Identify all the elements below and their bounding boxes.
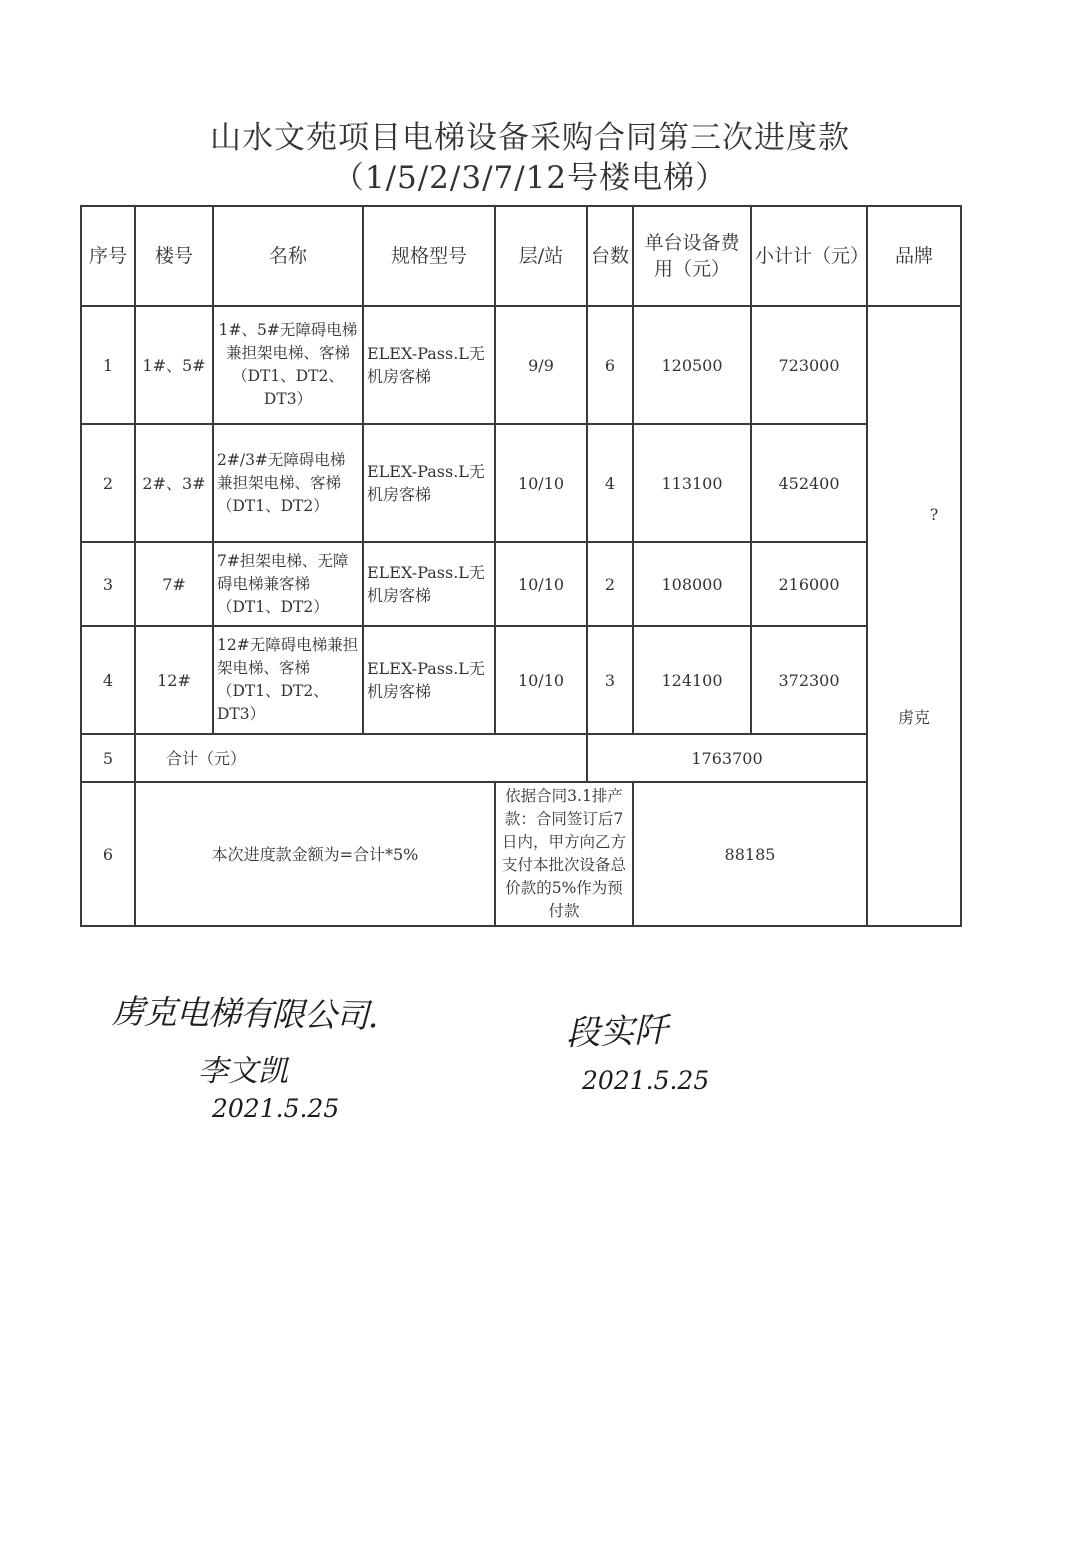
brand-mark: ?	[929, 505, 939, 524]
quantity: 3	[587, 626, 633, 734]
elevator-name: 1#、5#无障碍电梯兼担架电梯、客梯（DT1、DT2、DT3）	[213, 306, 363, 424]
model-spec: ELEX-Pass.L无机房客梯	[363, 626, 495, 734]
unit-price: 108000	[633, 542, 751, 626]
header-cell: 小计计（元）	[751, 206, 867, 306]
progress-payment-row	[81, 782, 961, 926]
header-cell: 层/站	[495, 206, 587, 306]
unit-price: 124100	[633, 626, 751, 734]
building-number: 12#	[135, 626, 213, 734]
floors-stops: 10/10	[495, 424, 587, 542]
table-row	[81, 306, 961, 424]
building-number: 7#	[135, 542, 213, 626]
floors-stops: 9/9	[495, 306, 587, 424]
header-cell: 规格型号	[363, 206, 495, 306]
total-value: 1763700	[587, 734, 867, 782]
table-row	[81, 626, 961, 734]
model-spec: ELEX-Pass.L无机房客梯	[363, 542, 495, 626]
floors-stops: 10/10	[495, 626, 587, 734]
floors-stops: 10/10	[495, 542, 587, 626]
row-number: 6	[81, 782, 135, 926]
brand-cell	[867, 306, 961, 926]
document-title: 山水文苑项目电梯设备采购合同第三次进度款	[210, 120, 850, 156]
building-number: 1#、5#	[135, 306, 213, 424]
progress-basis: 依据合同3.1排产款：合同签订后7日内，甲方向乙方支付本批次设备总价款的5%作为预付款	[495, 782, 633, 926]
row-number: 2	[81, 424, 135, 542]
subtotal: 372300	[751, 626, 867, 734]
left-signature-date: 2021.5.25	[212, 1094, 340, 1123]
company-signature: 虏克电梯有限公司.	[111, 991, 378, 1036]
elevator-name: 12#无障碍电梯兼担架电梯、客梯（DT1、DT2、DT3）	[213, 626, 363, 734]
procurement-table	[80, 205, 962, 927]
row-number: 5	[81, 734, 135, 782]
model-spec: ELEX-Pass.L无机房客梯	[363, 424, 495, 542]
header-cell: 品牌	[867, 206, 961, 306]
progress-value: 88185	[633, 782, 867, 926]
building-number: 2#、3#	[135, 424, 213, 542]
total-row	[81, 734, 961, 782]
table-header-row	[81, 206, 961, 306]
header-cell: 台数	[587, 206, 633, 306]
table-row	[81, 542, 961, 626]
unit-price: 113100	[633, 424, 751, 542]
header-cell: 单台设备费用（元）	[633, 206, 751, 306]
subtotal: 723000	[751, 306, 867, 424]
subtotal: 216000	[751, 542, 867, 626]
elevator-name: 7#担架电梯、无障碍电梯兼客梯（DT1、DT2）	[213, 542, 363, 626]
right-signature-date: 2021.5.25	[582, 1066, 710, 1095]
row-number: 1	[81, 306, 135, 424]
subtotal: 452400	[751, 424, 867, 542]
elevator-name: 2#/3#无障碍电梯兼担架电梯、客梯（DT1、DT2）	[213, 424, 363, 542]
right-signatory: 段实阡	[565, 1010, 669, 1054]
table-row	[81, 424, 961, 542]
document-subtitle: （1/5/2/3/7/12号楼电梯）	[332, 160, 728, 196]
quantity: 6	[587, 306, 633, 424]
row-number: 4	[81, 626, 135, 734]
quantity: 2	[587, 542, 633, 626]
header-cell: 名称	[213, 206, 363, 306]
progress-label: 本次进度款金额为=合计*5%	[135, 782, 495, 926]
left-signatory: 李文凯	[198, 1054, 288, 1089]
header-cell: 序号	[81, 206, 135, 306]
row-number: 3	[81, 542, 135, 626]
quantity: 4	[587, 424, 633, 542]
brand-name: 虏克	[897, 708, 930, 727]
total-label: 合计（元）	[135, 734, 587, 782]
unit-price: 120500	[633, 306, 751, 424]
model-spec: ELEX-Pass.L无机房客梯	[363, 306, 495, 424]
header-cell: 楼号	[135, 206, 213, 306]
